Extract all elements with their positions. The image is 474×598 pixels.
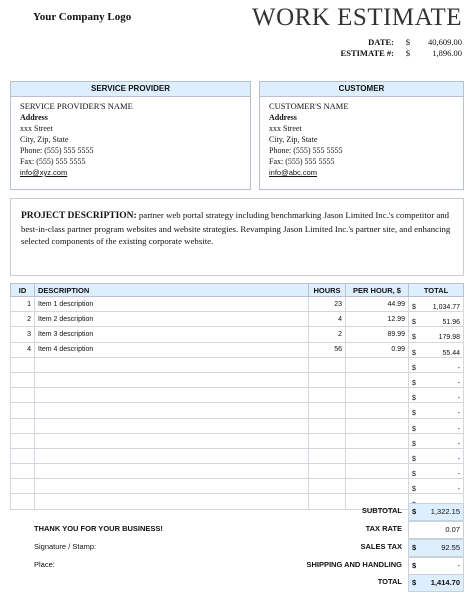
tax-rate-row [10,521,464,538]
row-id: 1 [11,297,35,312]
sales-tax-cell [408,539,464,557]
row-currency: $ [412,380,416,388]
project-description-text: partner web portal strategy including benchmarking Jason Limited Inc.'s competitor and best-in-class partner program websites and website strategies. Revamping Jason Limited Inc.'s partner site, and enhancing selected components of the existing corporate website. [21,210,451,246]
date-value: 40,609.00 [428,37,462,47]
table-row [11,479,464,494]
customer-details [260,97,463,182]
row-total [409,403,464,418]
estimate-number-value: 1,896.00 [432,48,462,58]
row-rate[interactable]: 0.99 [346,342,409,357]
provider-name: SERVICE PROVIDER'S NAME [20,101,133,111]
estimate-number-label: ESTIMATE #: [340,48,394,58]
row-id [11,418,35,433]
provider-email-link[interactable]: info@xyz.com [20,168,68,177]
row-total-value: - [457,471,460,479]
table-row [11,418,464,433]
row-currency: $ [412,455,416,463]
row-total-value: 1,034.77 [432,304,460,312]
col-rate-header: PER HOUR, $ [346,284,409,297]
row-rate[interactable] [346,433,409,448]
row-total [409,297,464,312]
row-rate[interactable] [346,357,409,372]
table-row [11,448,464,463]
total-currency: $ [412,578,417,587]
provider-fax: Fax: (555) 555 5555 [20,157,86,166]
total-row [10,574,464,591]
table-row [11,312,464,327]
table-row [11,372,464,387]
row-id: 3 [11,327,35,342]
row-hours[interactable]: 4 [309,312,346,327]
customer-city: City, Zip, State [269,135,318,144]
row-rate[interactable] [346,418,409,433]
row-description[interactable]: Item 2 description [35,312,309,327]
row-hours[interactable] [309,479,346,494]
table-body [11,297,464,510]
col-id-header: ID [11,284,35,297]
customer-name: CUSTOMER'S NAME [269,101,349,111]
place-label: Place: [34,560,55,569]
row-currency: $ [412,395,416,403]
table-header-row [11,284,464,297]
row-id [11,388,35,403]
row-total [409,312,464,327]
date-label: DATE: [368,37,394,47]
table-row [11,403,464,418]
sales-tax-row [10,539,464,556]
row-hours[interactable] [309,388,346,403]
row-currency: $ [412,319,416,327]
sales-tax-value: 92.55 [441,543,460,552]
table-row [11,342,464,357]
project-description-box [10,198,464,276]
company-logo: Your Company Logo [33,11,132,23]
service-provider-heading: SERVICE PROVIDER [11,82,250,97]
provider-address-label: Address [20,113,48,122]
total-value: 1,414.70 [430,578,460,587]
row-rate[interactable] [346,479,409,494]
table-row [11,327,464,342]
row-total-value: - [457,410,460,418]
shipping-label: SHIPPING AND HANDLING [306,560,402,569]
row-id [11,479,35,494]
row-total [409,418,464,433]
table-row [11,297,464,312]
row-hours[interactable] [309,418,346,433]
row-rate[interactable] [346,388,409,403]
date-currency: $ [405,37,410,47]
row-rate[interactable] [346,448,409,463]
tax-rate-cell[interactable] [408,521,464,539]
customer-box [259,81,464,190]
row-description[interactable] [35,479,309,494]
row-id: 4 [11,342,35,357]
row-currency: $ [412,349,416,357]
row-id [11,464,35,479]
customer-fax: Fax: (555) 555 5555 [269,157,335,166]
row-hours[interactable] [309,403,346,418]
service-provider-details [11,97,250,182]
row-total [409,388,464,403]
shipping-row [10,557,464,574]
subtotal-value: 1,322.15 [430,507,460,516]
row-description[interactable] [35,418,309,433]
row-description[interactable]: Item 3 description [35,327,309,342]
row-total [409,342,464,357]
row-hours[interactable]: 56 [309,342,346,357]
row-id [11,448,35,463]
provider-phone: Phone: (555) 555 5555 [20,146,94,155]
thank-you-message: THANK YOU FOR YOUR BUSINESS! [34,524,163,533]
row-currency: $ [412,440,416,448]
col-description-header: DESCRIPTION [35,284,309,297]
row-rate[interactable]: 44.99 [346,297,409,312]
col-hours-header: HOURS [309,284,346,297]
row-description[interactable] [35,388,309,403]
shipping-cell[interactable] [408,557,464,575]
row-currency: $ [412,304,416,312]
row-total [409,448,464,463]
subtotal-label: SUBTOTAL [361,506,402,515]
signature-label: Signature / Stamp: [34,542,97,551]
row-total-value: 55.44 [442,349,460,357]
row-rate[interactable] [346,403,409,418]
row-total-value: - [457,440,460,448]
table-row [11,357,464,372]
row-description[interactable] [35,372,309,387]
row-description[interactable] [35,433,309,448]
row-description[interactable]: Item 4 description [35,342,309,357]
total-cell [408,574,464,592]
row-hours[interactable]: 2 [309,327,346,342]
row-description[interactable] [35,448,309,463]
sales-tax-label: SALES TAX [360,542,402,551]
customer-heading: CUSTOMER [260,82,463,97]
customer-address-label: Address [269,113,297,122]
row-hours[interactable] [309,433,346,448]
estimate-number-row [292,48,462,59]
row-total-value: 51.96 [442,319,460,327]
row-total-value: - [457,455,460,463]
table-row [11,464,464,479]
row-id [11,357,35,372]
total-label: TOTAL [377,577,402,586]
row-total [409,372,464,387]
row-rate[interactable] [346,372,409,387]
row-description[interactable] [35,464,309,479]
table-row [11,433,464,448]
row-total [409,327,464,342]
row-rate[interactable]: 12.99 [346,312,409,327]
row-total-value: - [457,425,460,433]
row-description[interactable] [35,403,309,418]
row-rate[interactable]: 89.99 [346,327,409,342]
subtotal-cell [408,503,464,521]
shipping-currency: $ [412,561,417,570]
customer-email-link[interactable]: info@abc.com [269,168,318,177]
page-title: WORK ESTIMATE [252,4,462,31]
row-currency: $ [412,334,416,342]
customer-phone: Phone: (555) 555 5555 [269,146,343,155]
service-provider-box [10,81,251,190]
subtotal-row [10,503,464,520]
row-total-value: 179.98 [438,334,460,342]
project-description-label: PROJECT DESCRIPTION: [21,211,137,221]
row-total [409,357,464,372]
row-total-value: - [457,486,460,494]
estimate-number-currency: $ [405,48,410,58]
row-hours[interactable] [309,448,346,463]
tax-rate-label: TAX RATE [365,524,402,533]
col-total-header: TOTAL [409,284,464,297]
subtotal-currency: $ [412,507,417,516]
row-rate[interactable] [346,464,409,479]
line-items-table [10,283,464,510]
row-id: 2 [11,312,35,327]
row-description[interactable]: Item 1 description [35,297,309,312]
row-total [409,479,464,494]
provider-street: xxx Street [20,124,53,133]
row-currency: $ [412,410,416,418]
row-id [11,403,35,418]
customer-street: xxx Street [269,124,302,133]
row-currency: $ [412,425,416,433]
row-total [409,464,464,479]
row-total-value: - [457,380,460,388]
row-description[interactable] [35,357,309,372]
row-id [11,433,35,448]
row-hours[interactable] [309,372,346,387]
row-id [11,372,35,387]
row-currency: $ [412,486,416,494]
row-hours[interactable] [309,464,346,479]
date-row [292,37,462,48]
row-total-value: - [457,395,460,403]
row-total-value: - [457,364,460,372]
row-hours[interactable] [309,357,346,372]
shipping-value: - [457,561,460,570]
row-currency: $ [412,471,416,479]
row-currency: $ [412,364,416,372]
tax-rate-value: 0.07 [445,525,460,534]
row-hours[interactable]: 23 [309,297,346,312]
provider-city: City, Zip, State [20,135,69,144]
project-description [11,199,463,258]
row-total [409,433,464,448]
sales-tax-currency: $ [412,543,417,552]
table-row [11,388,464,403]
